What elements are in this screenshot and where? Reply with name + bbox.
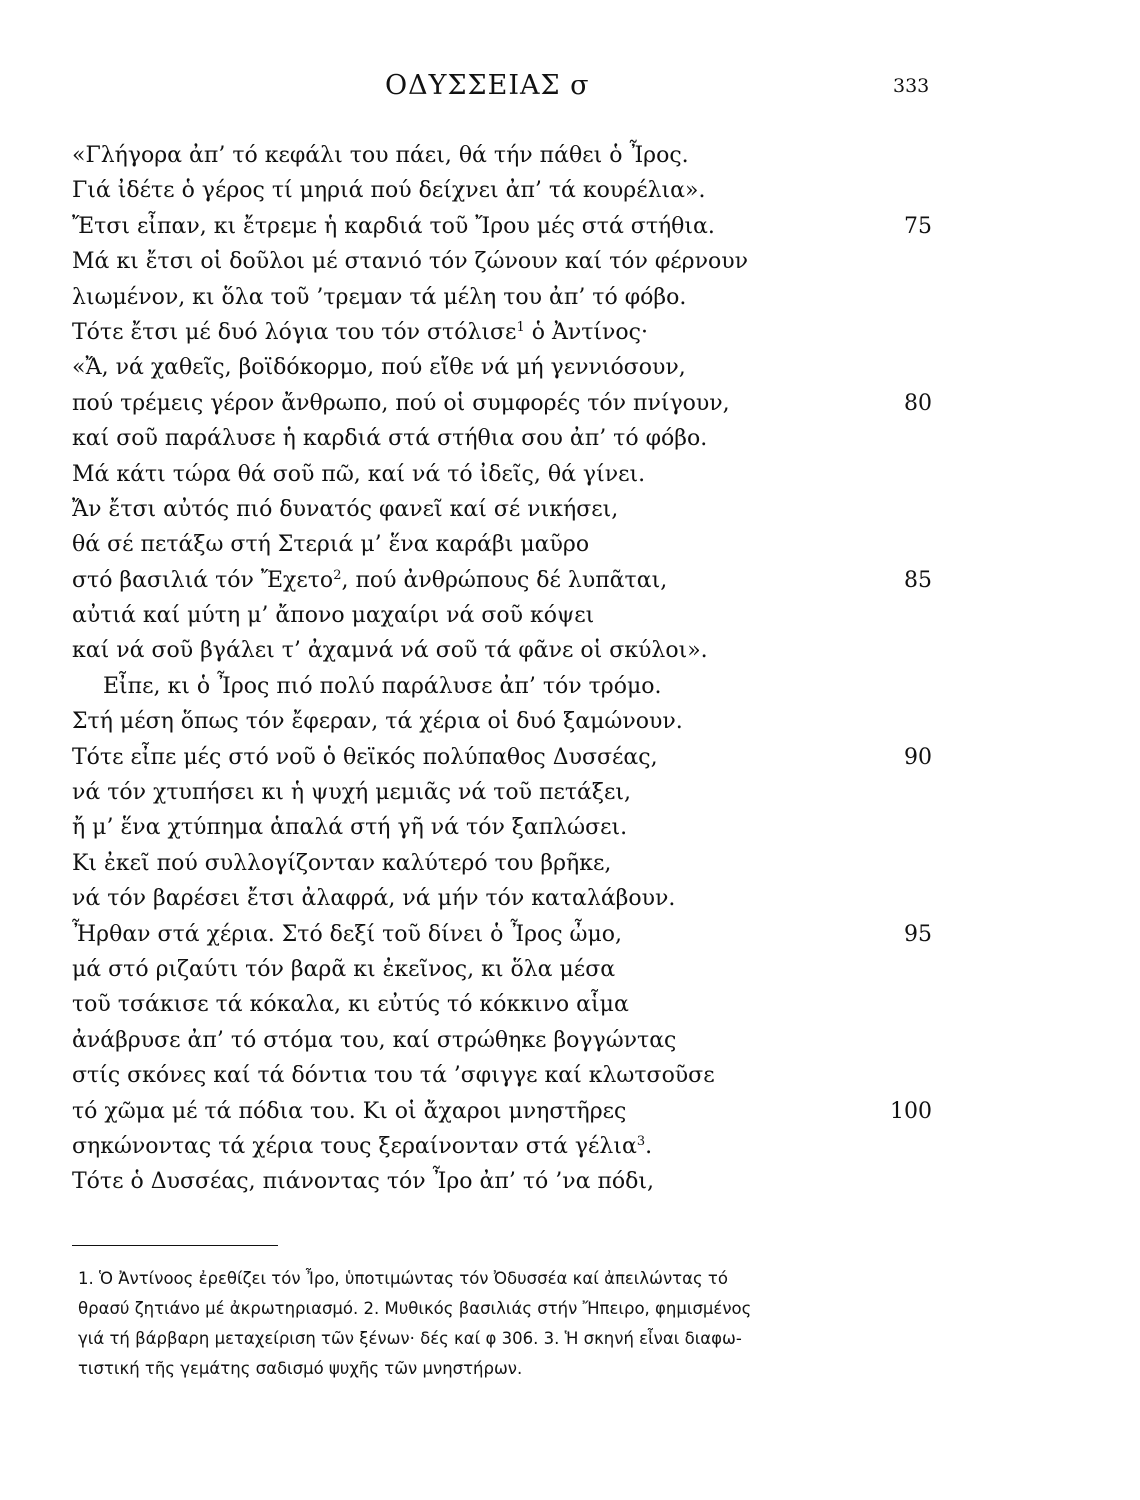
verse-segment: στό βασιλιά τόν Ἔχετο — [72, 567, 334, 593]
verse-segment: καί σοῦ παράλυσε ἡ καρδιά στά στήθια σου ἀπ’ τό φόβο. — [72, 426, 708, 452]
verse-line — [0, 350, 1140, 385]
verse-text — [72, 563, 667, 598]
verse-segment: , πού ἀνθρώπους δέ λυπᾶται, — [341, 567, 668, 593]
verse-segment: Ἦρθαν στά χέρια. Στό δεξί τοῦ δίνει ὁ Ἶρος ὦμο, — [72, 921, 623, 947]
footnotes — [78, 1264, 938, 1384]
verse-line — [0, 244, 1140, 279]
verse-text — [72, 598, 594, 633]
verse-text — [72, 315, 648, 350]
verse-segment: Τότε ἔτσι μέ δυό λόγια του τόν στόλισε — [72, 319, 517, 345]
verse-segment: θά σέ πετάξω στή Στεριά μ’ ἕνα καράβι μαῦρο — [72, 532, 590, 558]
verse-segment: λιωμένον, κι ὅλα τοῦ ’τρεμαν τά μέλη του ἀπ’ τό φόβο. — [72, 284, 687, 310]
footnote-marker: 1 — [516, 319, 525, 335]
verse-segment: μά στό ριζαύτι τόν βαρᾶ κι ἐκεῖνος, κι ὅλα μέσα — [72, 956, 616, 982]
line-number: 95 — [904, 921, 932, 947]
verse-text — [72, 173, 706, 208]
verse-text — [72, 1023, 676, 1058]
verse-segment: τοῦ τσάκισε τά κόκαλα, κι εὐτύς τό κόκκινο αἷμα — [72, 992, 629, 1018]
verse-line — [0, 563, 1140, 598]
verse-text — [103, 669, 662, 704]
verse-line — [0, 138, 1140, 173]
verse-text — [72, 492, 618, 527]
verse-segment: ἀνάβρυσε ἀπ’ τό στόμα του, καί στρώθηκε βογγώντας — [72, 1027, 677, 1053]
verse-text — [72, 1129, 652, 1164]
verse-segment: νά τόν χτυπήσει κι ἡ ψυχή μεμιᾶς νά τοῦ πετάξει, — [72, 780, 632, 806]
verse-line — [0, 1164, 1140, 1199]
verse-segment: σηκώνοντας τά χέρια τους ξεραίνονταν στά γέλια — [72, 1133, 637, 1159]
verse-segment: καί νά σοῦ βγάλει τ’ ἀχαμνά νά σοῦ τά φᾶνε οἱ σκύλοι». — [72, 638, 708, 664]
verse-text — [72, 138, 689, 173]
verse-line — [0, 457, 1140, 492]
verse-text — [72, 280, 686, 315]
footnote-line: τιστική τῆς γεμάτης σαδισμό ψυχῆς τῶν μνηστήρων. — [78, 1359, 523, 1378]
verse-text — [72, 952, 615, 987]
verse-segment: Γιά ἰδέτε ὁ γέρος τί μηριά πού δείχνει ἀπ’ τά κουρέλια». — [72, 178, 706, 204]
line-number: 90 — [904, 744, 932, 770]
verse-text — [72, 881, 675, 916]
verse-line — [0, 775, 1140, 810]
verse-segment: Τότε ὁ Δυσσέας, πιάνοντας τόν Ἶρο ἀπ’ τό ’να πόδι, — [72, 1169, 655, 1195]
running-head — [0, 70, 1140, 110]
verse-segment: τό χῶμα μέ τά πόδια του. Κι οἱ ἄχαροι μνηστῆρες — [72, 1098, 627, 1124]
verse-text — [72, 633, 708, 668]
verse-line — [0, 846, 1140, 881]
verse-line — [0, 917, 1140, 952]
verse-segment: Τότε εἶπε μές στό νοῦ ὁ θεϊκός πολύπαθος Δυσσέας, — [72, 744, 658, 770]
verse-line — [0, 173, 1140, 208]
verse-line — [0, 1023, 1140, 1058]
verse-block — [0, 138, 1140, 1200]
verse-line — [0, 1058, 1140, 1093]
verse-segment: Ἔτσι εἶπαν, κι ἔτρεμε ἡ καρδιά τοῦ Ἴρου μές στά στήθια. — [72, 213, 715, 239]
footnote-marker: 3 — [636, 1133, 646, 1149]
verse-line — [0, 421, 1140, 456]
verse-text — [72, 421, 707, 456]
verse-line — [0, 987, 1140, 1022]
verse-text — [72, 1164, 654, 1199]
running-title: ΟΔΥΣΣΕΙΑΣ σ — [385, 70, 590, 101]
line-number: 80 — [904, 390, 932, 416]
verse-line — [0, 704, 1140, 739]
verse-segment: «Γλήγορα ἀπ’ τό κεφάλι του πάει, θά τήν πάθει ὁ Ἶρος. — [72, 143, 689, 168]
verse-text — [72, 209, 715, 244]
verse-text — [72, 846, 611, 881]
verse-segment: Στή μέση ὅπως τόν ἔφεραν, τά χέρια οἱ δυό ξαμώνουν. — [72, 709, 683, 735]
verse-segment: Μά κάτι τώρα θά σοῦ πῶ, καί νά τό ἰδεῖς, θά γίνει. — [72, 461, 646, 487]
verse-segment: νά τόν βαρέσει ἔτσι ἀλαφρά, νά μήν τόν καταλάβουν. — [72, 886, 676, 912]
footnote-line: 1. Ὁ Ἀντίνοος ἐρεθίζει τόν Ἶρο, ὑποτιμώντας τόν Ὀδυσσέα καί ἀπειλώντας τό — [78, 1269, 728, 1288]
verse-line — [0, 810, 1140, 845]
verse-segment: Κι ἐκεῖ πού συλλογίζονταν καλύτερό του βρῆκε, — [72, 850, 612, 876]
verse-line — [0, 881, 1140, 916]
footnote-line: θρασύ ζητιάνο μέ ἀκρωτηριασμό. 2. Μυθικός βασιλιάς στήν Ἤπειρο, φημισμένος — [78, 1299, 752, 1318]
verse-segment: αὐτιά καί μύτη μ’ ἄπονο μαχαίρι νά σοῦ κόψει — [72, 603, 595, 629]
footnote-marker: 2 — [333, 567, 342, 583]
footnote-rule — [72, 1245, 278, 1246]
verse-line — [0, 1129, 1140, 1164]
verse-text — [72, 457, 645, 492]
verse-line — [0, 209, 1140, 244]
verse-line — [0, 669, 1140, 704]
line-number: 100 — [890, 1098, 932, 1124]
verse-line — [0, 315, 1140, 350]
line-number: 75 — [904, 213, 932, 239]
verse-segment: «Ἄ, νά χαθεῖς, βοϊδόκορμο, πού εἴθε νά μή γεννιόσουν, — [72, 355, 686, 381]
verse-text — [72, 987, 629, 1022]
page-number: 333 — [893, 75, 930, 97]
verse-segment: Μά κι ἔτσι οἱ δοῦλοι μέ στανιό τόν ζώνουν καί τόν φέρνουν — [72, 249, 748, 275]
verse-segment: . — [645, 1133, 653, 1159]
verse-line — [0, 633, 1140, 668]
verse-segment: στίς σκόνες καί τά δόντια του τά ’σφιγγε καί κλωτσοῦσε — [72, 1063, 715, 1089]
verse-segment: ὁ Ἀντίνος· — [524, 319, 648, 345]
verse-text — [72, 810, 627, 845]
verse-segment: πού τρέμεις γέρον ἄνθρωπο, πού οἱ συμφορές τόν πνίγουν, — [72, 390, 730, 416]
verse-segment: ἤ μ’ ἕνα χτύπημα ἁπαλά στή γῆ νά τόν ξαπλώσει. — [72, 815, 628, 841]
verse-line — [0, 280, 1140, 315]
verse-text — [72, 1058, 715, 1093]
verse-line — [0, 527, 1140, 562]
verse-line — [0, 740, 1140, 775]
verse-text — [72, 386, 730, 421]
verse-text — [72, 1094, 626, 1129]
verse-text — [72, 740, 658, 775]
verse-text — [72, 527, 589, 562]
verse-segment: Εἶπε, κι ὁ Ἶρος πιό πολύ παράλυσε ἀπ’ τόν τρόμο. — [103, 673, 662, 699]
verse-line — [0, 492, 1140, 527]
verse-line — [0, 1094, 1140, 1129]
verse-text — [72, 917, 622, 952]
verse-text — [72, 775, 631, 810]
verse-text — [72, 350, 686, 385]
verse-segment: Ἄν ἔτσι αὐτός πιό δυνατός φανεῖ καί σέ νικήσει, — [72, 496, 619, 522]
line-number: 85 — [904, 567, 932, 593]
verse-text — [72, 704, 683, 739]
footnote-line: γιά τή βάρβαρη μεταχείριση τῶν ξένων· δές καί φ 306. 3. Ἡ σκηνή εἶναι διαφω- — [78, 1329, 742, 1348]
verse-line — [0, 598, 1140, 633]
verse-line — [0, 386, 1140, 421]
verse-line — [0, 952, 1140, 987]
verse-text — [72, 244, 748, 279]
